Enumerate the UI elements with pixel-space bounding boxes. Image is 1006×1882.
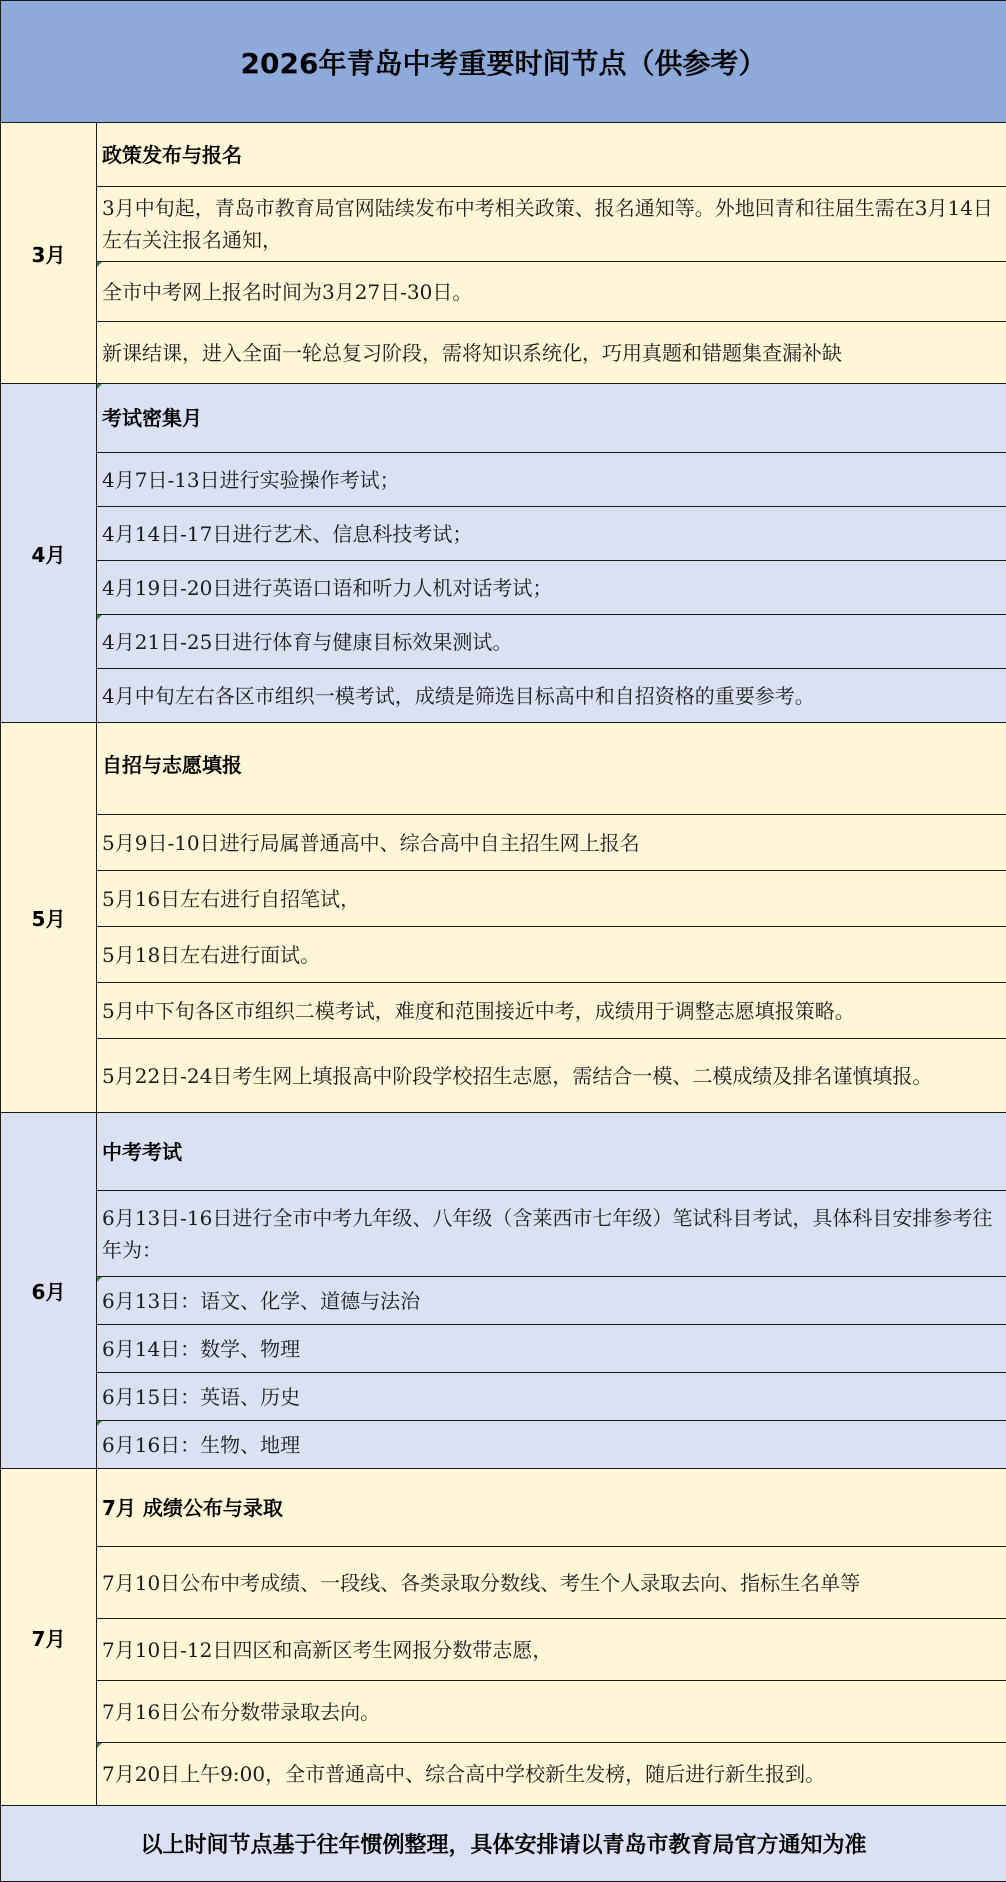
schedule-item <box>97 1325 1006 1373</box>
schedule-row <box>1 1743 1006 1806</box>
month-row <box>1 123 1006 187</box>
schedule-row <box>1 1547 1006 1619</box>
schedule-row <box>1 1039 1006 1113</box>
schedule-row <box>1 187 1006 262</box>
schedule-item <box>97 1191 1006 1277</box>
schedule-item-text: 7月10日-12日四区和高新区考生网报分数带志愿， <box>102 1638 552 1662</box>
schedule-item <box>97 1681 1006 1743</box>
schedule-item <box>97 262 1006 322</box>
schedule-item-text: 6月14日：数学、物理 <box>102 1337 300 1361</box>
cell-marker-icon <box>97 615 102 620</box>
schedule-row <box>1 1421 1006 1469</box>
schedule-item-text: 3月中旬起，青岛市教育局官网陆续发布中考相关政策、报名通知等。外地回青和往届生需在3月14日左右关注报名通知， <box>102 196 993 252</box>
schedule-item-text: 7月20日上午9:00，全市普通高中、综合高中学校新生发榜，随后进行新生报到。 <box>102 1762 825 1786</box>
cell-marker-icon <box>97 384 102 389</box>
section-heading-jul: 7月 成绩公布与录取 <box>97 1469 1006 1547</box>
page-title: 2026年青岛中考重要时间节点（供参考） <box>1 1 1006 123</box>
cell-marker-icon <box>97 262 102 267</box>
schedule-item-text: 5月16日左右进行自招笔试， <box>102 887 360 911</box>
schedule-item-text: 全市中考网上报名时间为3月27日-30日。 <box>102 280 472 304</box>
month-label-mar: 3月 <box>1 123 97 384</box>
schedule-row <box>1 815 1006 871</box>
schedule-item <box>97 815 1006 871</box>
schedule-item <box>97 615 1006 669</box>
schedule-item-text: 7月16日公布分数带录取去向。 <box>102 1700 380 1724</box>
schedule-item <box>97 187 1006 262</box>
schedule-item-text: 4月7日-13日进行实验操作考试； <box>102 468 400 492</box>
schedule-item-text: 5月22日-24日考生网上填报高中阶段学校招生志愿，需结合一模、二模成绩及排名谨慎填报。 <box>102 1064 932 1088</box>
schedule-row <box>1 1619 1006 1681</box>
schedule-item-text: 4月14日-17日进行艺术、信息科技考试； <box>102 522 472 546</box>
month-label-apr: 4月 <box>1 384 97 723</box>
schedule-item <box>97 1743 1006 1806</box>
schedule-row <box>1 507 1006 561</box>
cell-marker-icon <box>97 1277 102 1282</box>
schedule-item <box>97 561 1006 615</box>
schedule-item-text: 6月13日-16日进行全市中考九年级、八年级（含莱西市七年级）笔试科目考试，具体科目安排参考往年为： <box>102 1206 992 1262</box>
schedule-item <box>97 453 1006 507</box>
schedule-item <box>97 1421 1006 1469</box>
month-row <box>1 384 1006 453</box>
month-row <box>1 1469 1006 1547</box>
schedule-item <box>97 1619 1006 1681</box>
section-heading-jun: 中考考试 <box>97 1113 1006 1191</box>
schedule-item <box>97 871 1006 927</box>
schedule-item-text: 6月15日：英语、历史 <box>102 1385 300 1409</box>
schedule-row <box>1 871 1006 927</box>
schedule-row <box>1 322 1006 384</box>
schedule-row <box>1 983 1006 1039</box>
cell-marker-icon <box>97 1743 102 1748</box>
schedule-item-text: 6月16日：生物、地理 <box>102 1433 300 1457</box>
schedule-row <box>1 1191 1006 1277</box>
schedule-item <box>97 507 1006 561</box>
schedule-item-text: 4月中旬左右各区市组织一模考试，成绩是筛选目标高中和自招资格的重要参考。 <box>102 684 815 708</box>
schedule-item <box>97 669 1006 723</box>
schedule-item-text: 5月中下旬各区市组织二模考试，难度和范围接近中考，成绩用于调整志愿填报策略。 <box>102 999 855 1023</box>
schedule-row <box>1 669 1006 723</box>
schedule-row <box>1 262 1006 322</box>
schedule-row <box>1 1325 1006 1373</box>
schedule-item <box>97 322 1006 384</box>
schedule-item <box>97 1039 1006 1113</box>
schedule-item-text: 6月13日：语文、化学、道德与法治 <box>102 1289 420 1313</box>
title-row <box>1 1 1006 123</box>
month-label-jul: 7月 <box>1 1469 97 1806</box>
schedule-item-text: 5月18日左右进行面试。 <box>102 943 320 967</box>
schedule-row <box>1 615 1006 669</box>
section-heading-apr <box>97 384 1006 453</box>
month-row <box>1 1113 1006 1191</box>
schedule-row <box>1 561 1006 615</box>
cell-marker-icon <box>97 1421 102 1426</box>
section-heading-mar: 政策发布与报名 <box>97 123 1006 187</box>
schedule-item-text: 新课结课，进入全面一轮总复习阶段，需将知识系统化，巧用真题和错题集查漏补缺 <box>102 341 842 365</box>
section-heading-text: 考试密集月 <box>102 406 202 430</box>
schedule-item <box>97 1547 1006 1619</box>
schedule-row <box>1 1373 1006 1421</box>
schedule-item-text: 5月9日-10日进行局属普通高中、综合高中自主招生网上报名 <box>102 831 640 855</box>
month-row <box>1 723 1006 815</box>
schedule-row <box>1 1681 1006 1743</box>
schedule-item <box>97 1277 1006 1325</box>
schedule-item-text: 4月19日-20日进行英语口语和听力人机对话考试； <box>102 576 552 600</box>
schedule-item <box>97 1373 1006 1421</box>
footer-row <box>1 1806 1006 1882</box>
schedule-item <box>97 983 1006 1039</box>
schedule-row <box>1 1277 1006 1325</box>
month-label-jun: 6月 <box>1 1113 97 1469</box>
schedule-item-text: 4月21日-25日进行体育与健康目标效果测试。 <box>102 630 512 654</box>
schedule-item <box>97 927 1006 983</box>
footer-note: 以上时间节点基于往年惯例整理，具体安排请以青岛市教育局官方通知为准 <box>1 1806 1006 1882</box>
schedule-row <box>1 453 1006 507</box>
schedule-item-text: 7月10日公布中考成绩、一段线、各类录取分数线、考生个人录取去向、指标生名单等 <box>102 1571 860 1595</box>
month-label-may: 5月 <box>1 723 97 1113</box>
schedule-row <box>1 927 1006 983</box>
section-heading-may: 自招与志愿填报 <box>97 723 1006 815</box>
